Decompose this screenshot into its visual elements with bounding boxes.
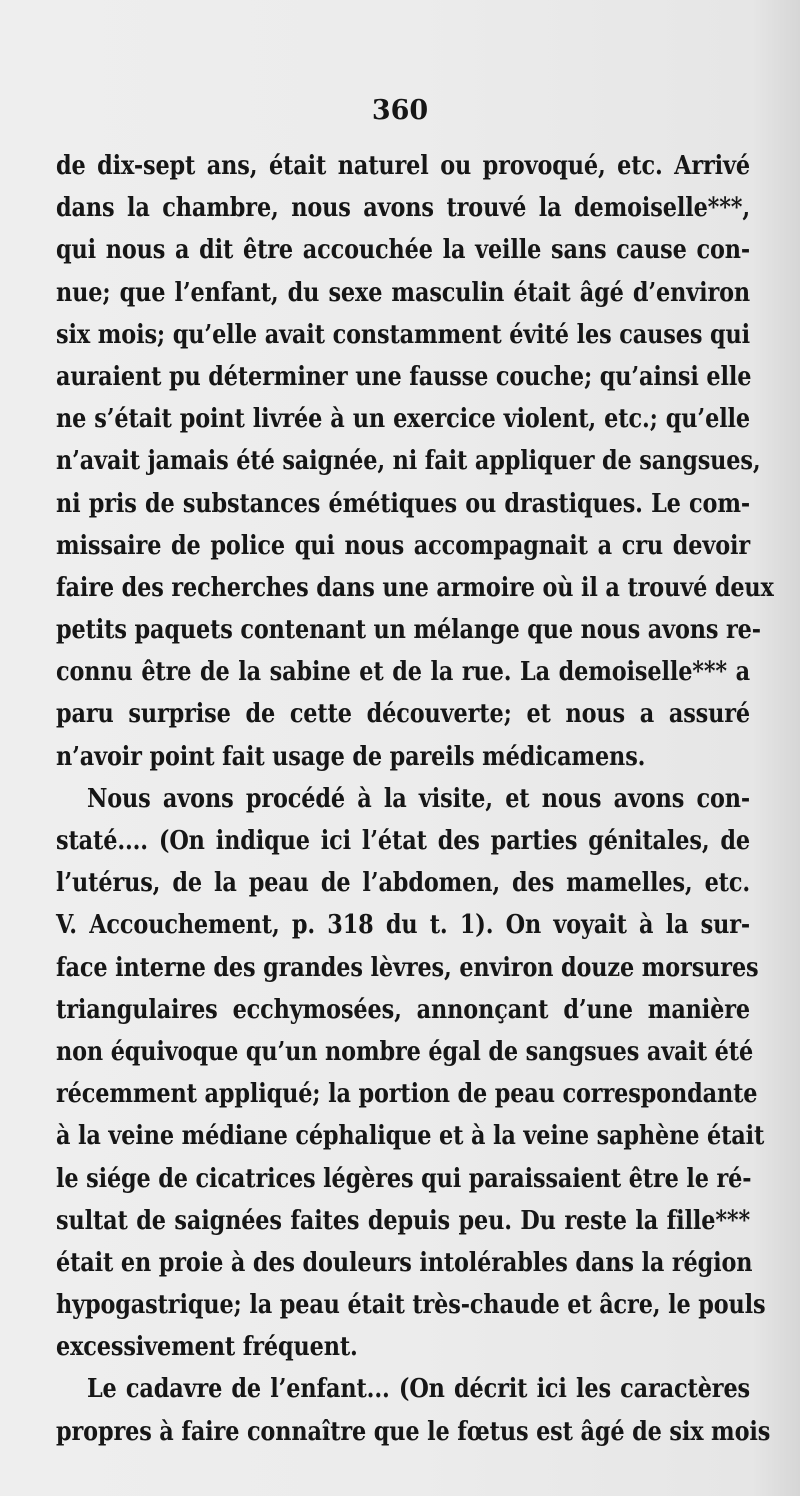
text-line: triangulaires ecchymosées, annonçant d’une manière (56, 994, 751, 1025)
text-line: propres à faire connaître que le fœtus est âgé de six mois (56, 1416, 771, 1447)
text-line: nue; que l’enfant, du sexe masculin était âgé d’environ (56, 277, 751, 308)
text-line: Le cadavre de l’enfant... (On décrit ici les caractères (86, 1374, 751, 1405)
text-line: récemment appliqué; la portion de peau correspondante (56, 1079, 758, 1110)
text-line: était en proie à des douleurs intolérables dans la région (56, 1247, 753, 1278)
body-text (56, 145, 774, 1453)
text-line: Nous avons procédé à la visite, et nous avons con- (86, 783, 751, 814)
text-line: sultat de saignées faites depuis peu. Du reste la fille*** (56, 1205, 751, 1236)
text-line: ne s’était point livrée à un exercice violent, etc.; qu’elle (56, 404, 751, 435)
text-line: missaire de police qui nous accompagnait a cru devoir (56, 530, 751, 561)
text-line: staté.... (On indique ici l’état des parties génitales, de (56, 826, 751, 856)
text-line: petits paquets contenant un mélange que nous avons re- (56, 615, 761, 646)
text-line: ni pris de substances émétiques ou drastiques. Le com- (56, 488, 751, 519)
text-line: V. Accouchement, p. 318 du t. 1). On voyait à la sur- (56, 910, 751, 941)
text-line: non équivoque qu’un nombre égal de sangsues avait été (56, 1036, 754, 1067)
text-line: qui nous a dit être accouchée la veille sans cause con- (56, 235, 751, 266)
text-line: paru surprise de cette découverte; et nous a assuré (56, 699, 751, 730)
text-line: hypogastrique; la peau était très-chaude et âcre, le pouls (56, 1290, 766, 1321)
text-line: faire des recherches dans une armoire où il a trouvé deux (56, 572, 774, 603)
text-line: six mois; qu’elle avait constamment évité les causes qui (56, 319, 751, 350)
text-line: n’avoir point fait usage de pareils médicamens. (56, 741, 646, 772)
text-line: n’avait jamais été saignée, ni fait appliquer de sangsues, (56, 446, 761, 477)
text-line: auraient pu déterminer une fausse couche; qu’ainsi elle (56, 361, 752, 392)
text-line: le siége de cicatrices légères qui paraissaient être le ré- (56, 1163, 752, 1194)
text-line: connu être de la sabine et de la rue. La demoiselle*** a (56, 657, 751, 688)
text-line: excessivement fréquent. (56, 1332, 358, 1363)
text-line: de dix-sept ans, était naturel ou provoqué, etc. Arrivé (56, 151, 751, 181)
text-line: l’utérus, de la peau de l’abdomen, des mamelles, etc. (56, 868, 751, 899)
text-line: face interne des grandes lèvres, environ douze morsures (56, 952, 759, 983)
text-line: à la veine médiane céphalique et à la veine saphène était (56, 1121, 765, 1152)
text-line: dans la chambre, nous avons trouvé la demoiselle***, (56, 193, 751, 224)
page-number: 360 (371, 95, 429, 126)
